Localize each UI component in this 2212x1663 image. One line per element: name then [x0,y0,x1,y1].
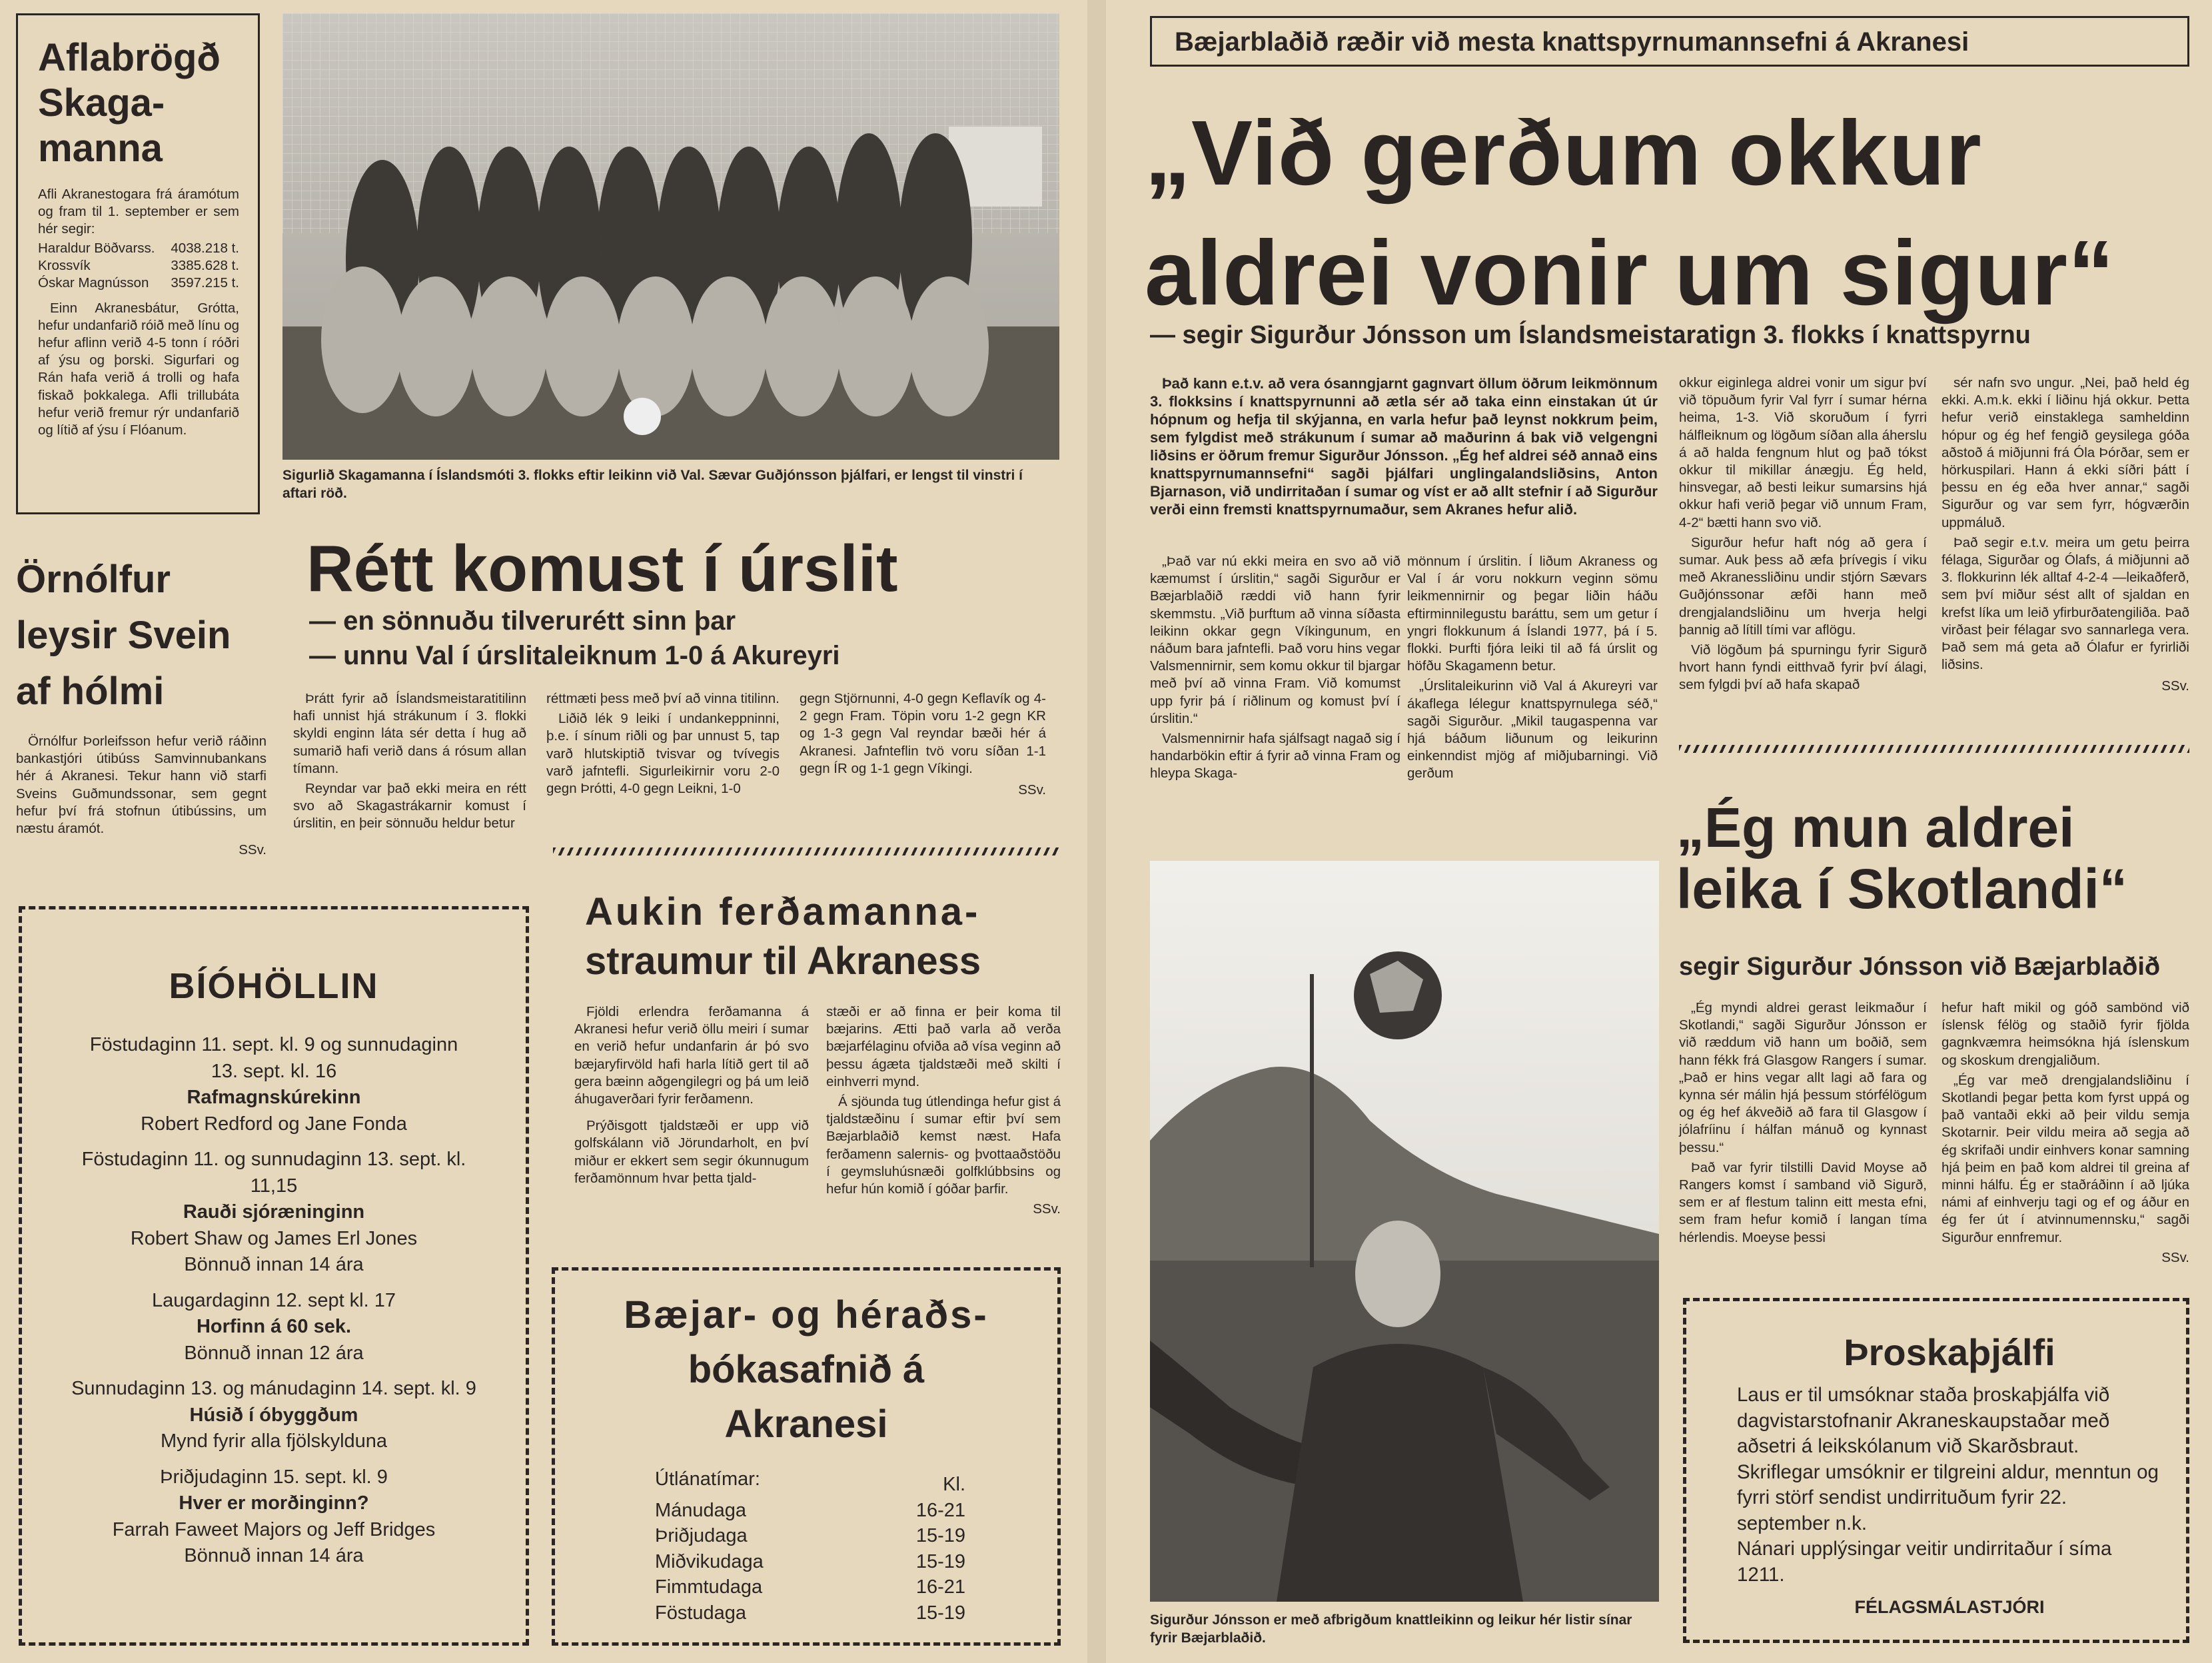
skotland-subtitle: segir Sigurður Jónsson við Bæjarblaðið [1679,953,2161,981]
aflabrogd-title: Aflabrögð Skaga- manna [38,36,221,170]
kicker-box [1150,16,2189,67]
rett-subtitle-1: — en sönnuðu tilverurétt sinn þar [309,606,736,636]
opening-hours-row: Fimmtudaga 16-21 [655,1576,965,1598]
biohollin-listing: Föstudaginn 11. sept. kl. 9 og sunnudaginn 13. sept. kl. 16 Rafmagnskúrekinn Robert Redford og Jane Fonda Föstudaginn 11. og sunnudaginn 13. sept. kl. 11,15 Rauði sjóræninginn Robert Shaw og James Erl Jones Bönnuð innan 14 ára Laugardaginn 12. sept kl. 17 Horfinn á 60 sek. Bönnuð innan 12 ára Sunnudaginn 13. og mánudaginn 14. sept. kl. 9 Húsið í óbyggðum Mynd fyrir alla fjölskylduna Þriðjudaginn 15. sept. kl. 9 Hver er morðinginn? Farrah Faweet Majors og Jeff Bridges Bönnuð innan 14 ára [71,1034,476,1566]
team-photo-caption: Sigurlið Skagamanna í Íslandsmóti 3. flokks eftir leikinn við Val. Sævar Guðjónsson þjálfari, er lengst til vinstri í aftari röð. [282,468,1023,501]
skotland-signature: SSv. [2161,1249,2189,1265]
catch-row: Krossvík 3385.628 t. [38,257,239,273]
main-subhead: — segir Sigurður Jónsson um Íslandsmeistaratign 3. flokks í knattspyrnu [1150,321,2031,349]
sigurdur-photo-graphic [1150,861,1659,1602]
interview-column: mönnum í úrslitin. Í liðum Akraness og Val í ár voru nokkurn veginn sömu leikmennirnir og þegar liðin háðu eftirminnilegustu baráttu, sem um getur í yngri flokkunum á Íslandi 1977, þá í 5. flokki. Þurfti fjóra leiki til að fá úrslit og höfðu Skagamenn betur. „Úrslitaleikurinn við Val á Akureyri var ákaflega lélegur knattspyrnulega séð,“ sagði Sigurður. „Mikil taugaspenna var hjá báðum liðunum og leikurinn einkenndist mjög af miðjubarningi. Við gerðum [1407,554,1658,782]
rett-columns [293,690,1059,835]
bokasafn-box [552,1267,1061,1646]
interview-signature: SSv. [2161,678,2189,694]
page-gutter [1087,0,1106,1663]
opening-hours-row: Miðvikudaga 15-19 [655,1550,965,1572]
interview-column: „Það var nú ekki meira en svo að við kæmumst í úrslitin,“ sagði Sigurður er Bæjarblaðið ræddi við hann fyrir skemmstu. „Við þurftum að vinna síðasta leikinn okkar gegn Víkingunum, en náðum bara jafntefli. Það voru hins vegar Valsmennirnir, sem komu okkur til bjargar með því að vinna Fram. Við komumst upp fyrir þá í riðlinum og komust því í úrslitin.“ Valsmennirnir hafa sjálfsagt nagað sig í handarbökin eftir á fyrir að vinna Fram og hleypa Skaga- [1150,554,1400,782]
main-headline: „Við gerðum okkur aldrei vonir um sigur“ [1145,102,2115,324]
throska-text: Laus er til umsóknar staða þroskaþjálfa við dagvistarstofnanir Akraneskaupstaðar með aðsetri á leikskólanum við Skarðsbraut. Skriflegar umsóknir er tilgreini aldur, menntun og fyrri störf sendist undirrituðum fyrir 22. september n.k. Nánari upplýsingar veitir undirritaður í síma 1211. [1737,1384,2159,1586]
rett-article [293,533,1059,835]
rett-column: réttmæti þess með því að vinna titilinn. Liðið lék 9 leiki í undankeppninni, þ.e. í sínum riðli og þar unnust 5, tap varð hlutskiptið tvisvar og tvívegis varð jafntefli. Sigurleikirnir voru 2-0 gegn Þrótti, 4-0 gegn Leikni, 1-0 [546,691,780,797]
skotland-column: „Ég myndi aldrei gerast leikmaður í Skotlandi,“ sagði Sigurður Jónsson er við ræddum við hann um boðið, sem hann fékk frá Glasgow Rangers í sumar. „Það er hins vegar allt lagi að fara og kynna sér málin hjá þessum stórfélögum og ég hef ákveðið að fara til Glasgow í jólafríinu í hálfan mánuð og kynnast þessu.“ Það var fyrir tilstilli David Moyse að Rangers komst í samband við Sigurð, sem er af flestum talinn eitt mesta efni, sem fram hefur komið í langan tíma hérlendis. Moeyse þessi [1679,1000,1927,1245]
throska-box [1683,1298,2189,1643]
biohollin-box [19,906,529,1646]
opening-hours-header: Útlánatímar: Kl. [655,1468,965,1495]
team-photo-graphic [282,13,1059,460]
kicker: Bæjarblaðið ræðir við mesta knattspyrnumannsefni á Akranesi [1175,27,1969,57]
aflabrogd-box [16,13,260,514]
ornolfur-title: Örnólfur leysir Svein af hólmi [16,558,231,713]
rett-headline: Rétt komust í úrslit [306,532,898,605]
interview-column: okkur eiginlega aldrei vonir um sigur því við töpuðum fyrir Val fyrr í sumar hérna heima, 1-3. Við skoruðum í fyrri hálfleiknum og lögðum síðan alla áherslu á að halda fengnum hlut og það tókst okkur til mikillar ánægju. Ég held, hinsvegar, að besti leikur sumarsins hjá okkur hafi verið þegar við unnum Fram, 4-2“ bætti hann svo við. Sigurður hefur haft nóg að gera í sumar. Auk þess að æfa þrívegis í viku með Akranessliðinu undir stjórn Sævars Guðjónssonar æfði hann með drengjalandsliðinu um hverja helgi þannig að lítill tími var aflögu. Við lögðum þá spurningu fyrir Sigurð hvort hann fyndi eitthvað fyrir því álagi, sem fylgdi því að hafa skapað [1679,375,1927,693]
lead-paragraph: Það kann e.t.v. að vera ósanngjarnt gagnvart öllum öðrum leikmönnum 3. flokksins í knattspyrnunni að ætla sér að taka einn einstakan út úr hópnum og hefja til skýjanna, en varla hefur það leynst nokkrum þeim, sem fylgdist með strákunum í sumar að maðurinn á bak við velgengni liðsins er öðrum fremur Sigurður Jónsson. „Ég hef aldrei séð annað eins knattspyrnumannsefni“ sagði þjálfari unglingalandsliðsins, Anton Bjarnason, við undirritaðan í sumar og víst er að allt stefnir í að Sigurður verði einn fremsti knattspyrnumaður, sem Akranes hefur alið. [1150,375,1658,518]
rett-subtitle-2: — unnu Val í úrslitaleiknum 1-0 á Akureyri [309,641,840,670]
divider [1679,745,2189,753]
rett-column: gegn Stjörnunni, 4-0 gegn Keflavík og 4-2 gegn Fram. Töpin voru 1-2 gegn KR og 1-3 gegn Val reyndar bæði hér á Akranesi. Jafnteflin tvö voru síðan 1-1 gegn ÍR og 1-1 gegn Víkingi. SSv. [800,690,1046,835]
ferda-column: stæði er að finna er þeir koma til bæjarins. Ætti það varla að verða bæjarfélaginu ofviða að vísa veginn að þessu ágæta tjaldstæði með skilti í einhverri mynd. Á sjöunda tug útlendinga hefur gist á tjaldstæðinu í sumar eftir því sem Bæjarblaðið kemst næst. Hafa ferðamenn salernis- og þvottaaðstöðu í geymsluhúsnæði golfklúbbsins og hefur hún komið í góðar þarfir. SSv. [826,1003,1061,1218]
ferda-title: Aukin ferðamanna- straumur til Akraness [585,890,981,983]
aflabrogd-intro: Afli Akranestogara frá áramótum og fram til 1. september er sem hér segir: [38,187,239,237]
ornolfur-signature: SSv. [239,842,267,858]
opening-hours-row: Þriðjudaga 15-19 [655,1525,965,1546]
biohollin-title: BÍÓHÖLLIN [169,966,379,1006]
ferda-columns [574,1003,1061,1218]
sigurdur-photo-caption: Sigurður Jónsson er með afbrigðum knattleikinn og leikur hér listir sínar fyrir Bæjarblaðið. [1150,1612,1632,1646]
aflabrogd-text: Einn Akranesbátur, Grótta, hefur undanfarið róið með línu og hefur aflinn verið 4-5 tonn í róðri af ýsu og þorski. Sigurfari og Rán hafa verið á trolli og hafa fiskað þokkalega. Afli trillubáta hefur verið fremur rýr undanfarið og lítið af ýsu í Flóanum. [38,300,240,438]
team-photo [282,13,1059,460]
bokasafn-title: Bæjar- og héraðs- bókasafnið á Akranesi [624,1293,989,1446]
opening-hours-row: Föstudaga 15-19 [655,1602,965,1624]
throska-title: Þroskaþjálfi [1844,1331,2055,1373]
ornolfur-article: Örnólfur leysir Svein af hólmi Örnólfur Þorleifsson hefur verið ráðinn bankastjóri útibúss Samvinnubankans hér á Akranesi. Tekur hann við starfi Sveins Guðmundssonar, sem gegnt hefur því frá stofnun útibússins, um næstu áramót. SSv. [16,552,267,859]
skotland-column: hefur haft mikil og góð sambönd við íslensk félög og staðið fyrir fjölda gagnkvæmra heimsókna hjá íslenskum og skoskum drengjaliðum. „Ég var með drengjalandsliðinu í Skotlandi þegar þetta kom fyrst uppá og það vantaði ekki að þeir vildu semja Skotarnir. Þeir vildu meira að segja að ég skrifaði undir einhvers konar samning hjá þeim en það kom aldrei til greina af minni hálfu. Ég er staðráðinn í að ljúka námi af einhverju tagi og ef og áður en ég fer út í atvinnumennsku,“ sagði Sigurður ennfremur. SSv. [1941,999,2189,1267]
divider [553,847,1059,855]
ferda-column: Fjöldi erlendra ferðamanna á Akranesi hefur verið öllu meiri í sumar en verið hefur undanfarin ár þó svo bæjaryfirvöld hafi harla lítið gert til að gera bæinn aðgengilegri og þá um leið áhugaverðari fyrir ferðamenn. Prýðisgott tjaldstæði er upp við golfskálann við Jörundarholt, en því miður er ekkert sem segir ókunnugum ferðamönnum hvar þetta tjald- [574,1004,809,1186]
opening-hours-table [635,1466,977,1626]
interview-column: sér nafn svo ungur. „Nei, það held ég ekki. A.m.k. ekki í liðinu hjá okkur. Þetta hefur verið einstaklega samheldinn hópur og ég hef fengið geysilega góða aðstoð á miðjunni frá Óla Þórðar, sem er hörkuspilari. Hann á ekki síðri þátt í þessu en ég eða hver annar,“ sagði Sigurður og var sem fyrr, hógværðin uppmáluð. Það segir e.t.v. meira um getu þeirra félaga, Sigurðar og Ólafs, á miðjunni að 3. flokkurinn lék alltaf 4-2-4 —leikaðferð, sem því miður sést allt of sjaldan en krefst líka um leið yfirburðatengiliða. Það virðast þeir félagar svo sannarlega vera. Það sem má geta að Ólafur er fyrirliði liðsins. SSv. [1941,374,2189,696]
ferda-article [574,887,1061,1218]
rett-signature: SSv. [1018,782,1046,798]
catch-list [38,240,239,292]
ferda-signature: SSv. [1033,1201,1061,1217]
catch-row: Óskar Magnússon 3597.215 t. [38,275,239,290]
sigurdur-photo [1150,861,1659,1602]
opening-hours-row: Mánudaga 16-21 [655,1499,965,1521]
rett-column: Þrátt fyrir að Íslandsmeistaratitilinn hafi unnist hjá strákunum í 3. flokki skyldi enginn láta sér detta í hug að sumarið hafi verið dans á rósum allan tímann. Reyndar var það ekki meira en rétt svo að Skagastrákarnir komust í úrslitin, en þeir sönnuðu heldur betur [293,691,526,832]
skotland-headline: „Ég mun aldrei leika í Skotlandi“ [1676,796,2127,920]
catch-row: Haraldur Böðvarss. 4038.218 t. [38,240,239,256]
throska-signature: FÉLAGSMÁLASTJÓRI [1854,1597,2045,1617]
